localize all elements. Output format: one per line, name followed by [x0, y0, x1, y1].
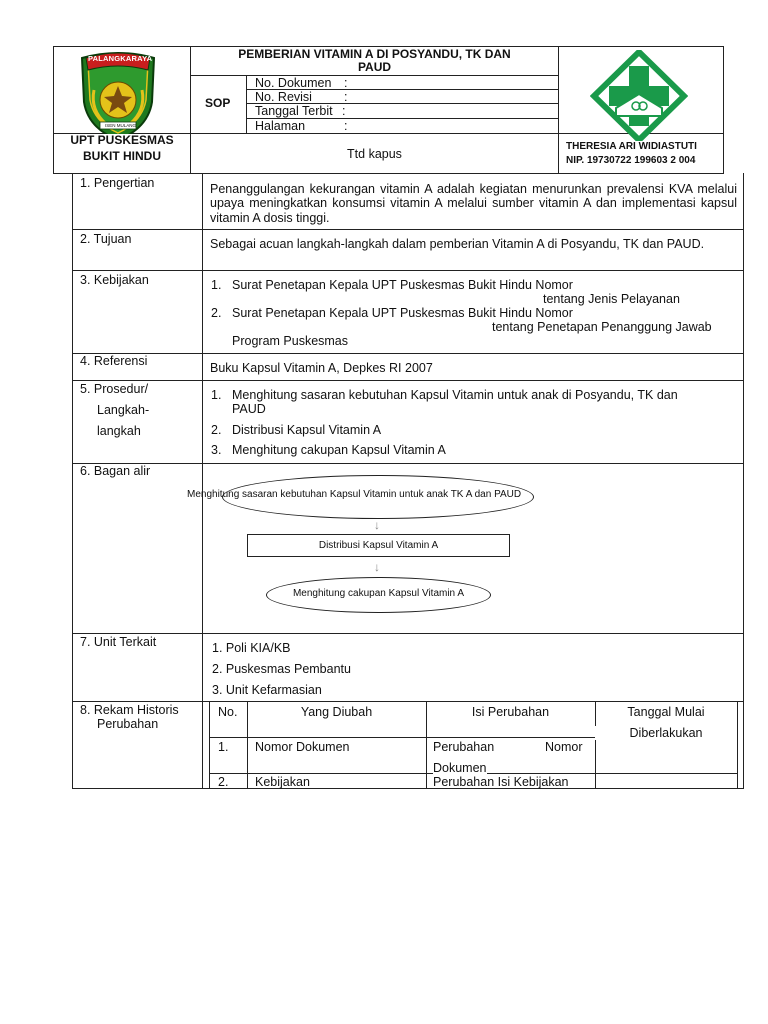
label-prosedur-1: 5. Prosedur/: [80, 382, 149, 396]
meta-tanggal-sep: :: [342, 104, 346, 118]
history-row1-yang: Nomor Dokumen: [255, 740, 350, 754]
prosedur-item1-line1: Menghitung sasaran kebutuhan Kapsul Vitamin untuk anak di Posyandu, TK dan: [232, 388, 678, 402]
label-referensi: 4. Referensi: [80, 354, 148, 368]
prosedur-item3-line1: Menghitung cakupan Kapsul Vitamin A: [232, 443, 446, 457]
unit-item-2: 2. Puskesmas Pembantu: [212, 662, 351, 676]
history-header-isi: Isi Perubahan: [471, 705, 550, 719]
kebijakan-item2-c: Program Puskesmas: [232, 334, 349, 348]
arrow-down-icon: ↓: [374, 518, 380, 532]
meta-tanggal-label: Tanggal Terbit: [255, 104, 333, 118]
document-title-line2: PAUD: [357, 60, 392, 74]
kebijakan-item2-b: tentang Penetapan Penanggung Jawab: [492, 320, 712, 334]
history-header-yang: Yang Diubah: [300, 705, 373, 719]
history-header-tanggal: Tanggal Mulai: [627, 705, 705, 719]
prosedur-item2-line1: Distribusi Kapsul Vitamin A: [232, 423, 382, 437]
label-rekam-1: 8. Rekam Historis: [80, 703, 179, 717]
logo-left-text: PALANGKARAYA: [88, 54, 153, 63]
history-row1-no: 1.: [218, 740, 229, 754]
kebijakan-item1-b: tentang Jenis Pelayanan: [543, 292, 680, 306]
flow-step1-text: Menghitung sasaran kebutuhan Kapsul Vitamin untuk anak TK A dan PAUD: [187, 489, 522, 500]
unit-item-3: 3. Unit Kefarmasian: [212, 683, 322, 697]
kebijakan-item1-num: 1.: [211, 278, 222, 292]
history-row1-isi-c: Dokumen: [433, 761, 487, 775]
meta-halaman-sep: :: [344, 119, 348, 133]
puskesmas-cross-icon: [590, 50, 688, 142]
kebijakan-item2-num: 2.: [211, 306, 222, 320]
history-header-no: No.: [218, 705, 238, 719]
org-name-line1: UPT PUSKESMAS: [54, 134, 190, 148]
label-prosedur-3: langkah: [97, 424, 141, 438]
label-rekam-2: Perubahan: [97, 717, 159, 731]
document-title-line1: PEMBERIAN VITAMIN A DI POSYANDU, TK DAN: [238, 47, 511, 61]
unit-item-1: 1. Poli KIA/KB: [212, 641, 291, 655]
label-kebijakan: 3. Kebijakan: [80, 273, 149, 287]
kebijakan-item2-a: Surat Penetapan Kepala UPT Puskesmas Bukit Hindu Nomor: [232, 306, 573, 320]
ttd-kapus: Ttd kapus: [347, 147, 402, 161]
meta-no-revisi-label: No. Revisi: [255, 90, 312, 104]
signer-nip: NIP. 19730722 199603 2 004: [566, 155, 696, 166]
history-row2-isi: Perubahan Isi Kebijakan: [433, 775, 569, 789]
flow-step2-text: Distribusi Kapsul Vitamin A: [318, 540, 439, 551]
history-row2-yang: Kebijakan: [255, 775, 310, 789]
prosedur-item1-num: 1.: [211, 388, 222, 402]
meta-no-dokumen-label: No. Dokumen: [255, 76, 332, 90]
palangkaraya-crest-icon: [76, 50, 160, 142]
history-row1-isi-a: Perubahan: [433, 740, 495, 754]
label-bagan-alir: 6. Bagan alir: [80, 464, 151, 478]
history-row2-no: 2.: [218, 775, 229, 789]
logo-left-motto: ISEN MULANG: [105, 123, 137, 128]
label-prosedur-2: Langkah-: [97, 403, 150, 417]
label-pengertian: 1. Pengertian: [80, 176, 155, 190]
sop-label: SOP: [205, 96, 231, 110]
arrow-down-icon: ↓: [374, 560, 380, 574]
signer-name: THERESIA ARI WIDIASTUTI: [566, 141, 697, 152]
kebijakan-item1-a: Surat Penetapan Kepala UPT Puskesmas Bukit Hindu Nomor: [232, 278, 573, 292]
meta-no-dokumen-sep: :: [344, 76, 348, 90]
prosedur-item3-num: 3.: [211, 443, 222, 457]
history-row1-isi-b: Nomor: [545, 740, 583, 754]
prosedur-item1-line2: PAUD: [232, 402, 266, 416]
label-tujuan: 2. Tujuan: [80, 232, 132, 246]
meta-no-revisi-sep: :: [344, 90, 348, 104]
org-name-line2: BUKIT HINDU: [83, 149, 161, 163]
prosedur-item2-num: 2.: [211, 423, 222, 437]
history-header-diberlakukan: Diberlakukan: [595, 726, 737, 740]
text-tujuan: Sebagai acuan langkah-langkah dalam pemberian Vitamin A di Posyandu, TK dan PAUD.: [210, 237, 705, 251]
label-unit-terkait: 7. Unit Terkait: [80, 635, 157, 649]
text-referensi: Buku Kapsul Vitamin A, Depkes RI 2007: [210, 361, 433, 375]
flow-step3-text: Menghitung cakupan Kapsul Vitamin A: [292, 588, 465, 599]
meta-halaman-label: Halaman: [255, 119, 306, 133]
text-pengertian: Penanggulangan kekurangan vitamin A adalah kegiatan menurunkan prevalensi KVA melalui upaya meningkatkan konsumsi vitamin A melalui sumber vitamin A dan implementasi kapsul vitamin A dosis tinggi.: [210, 182, 737, 225]
